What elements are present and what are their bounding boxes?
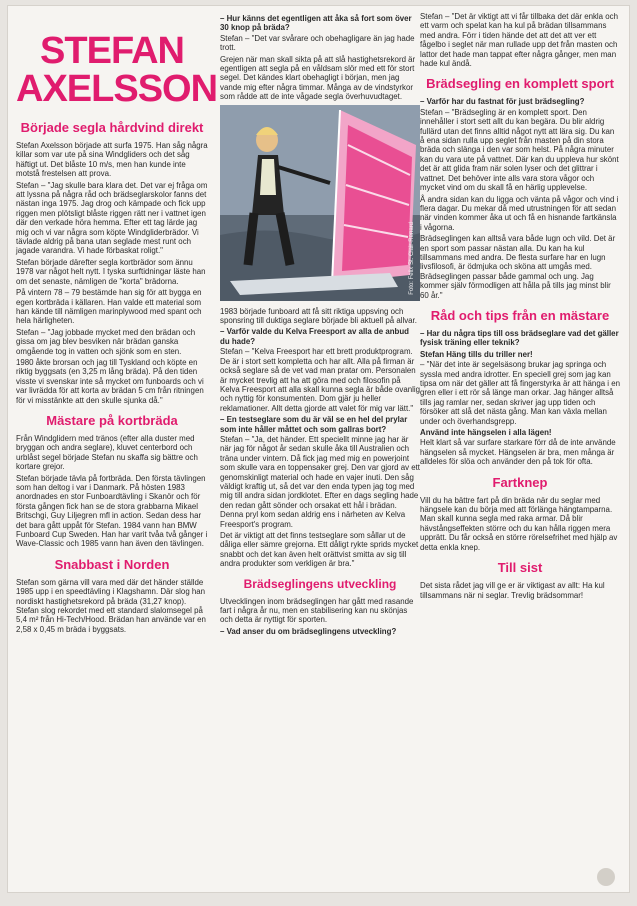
heading-komplett-sport: Brädsegling en komplett sport [426, 76, 614, 92]
paragraph: – "När det inte är segelsäsong brukar jag springa och syssla med andra idrotter. En speciell grej som jag kan tipsa om när det gäller att få fingerstyrka är att hänga i en gren eller i ett rör så länge man orkar. Jag hänger alltså tills jag ramlar ner, sedan skriver jag upp tiden och försöker att slå det nästa gång. Man kan växla mellan under och överhandsgrepp. [420, 360, 621, 426]
paragraph: Vill du ha bättre fart på din bräda när du seglar med hängsele kan du börja med att förlänga hängtamparna. Man skall kunna segla med raka armar. Då blir hävstångseffekten större och du kan hålla riggen mera upprätt. Du får också en större rörelsefrihet med hjälp av detta enkla knep. [420, 495, 618, 552]
paragraph: Stefan började därefter segla kortbrädor som ännu 1978 var något helt nytt. I tyska surftidningar läste han om det senaste, nämligen de "korta" brädorna. [16, 257, 206, 286]
paper-wear-mark [597, 868, 615, 886]
heading-borjade-segla: Började segla hårdvind direkt [20, 120, 204, 135]
column-2 [220, 12, 420, 637]
column-3 [420, 12, 620, 602]
heading-utveckling: Brädseglingens utveckling [243, 576, 397, 591]
title-first-name: STEFAN [40, 30, 184, 72]
paragraph: Stefan började tävla på fortbräda. Den första tävlingen som han deltog i var i Danmark. På hösten 1983 anordnades en stor Funboardtävling i Skanör och för första gången fick han se de stora grabbarna Mikael Britschgi, Guy Liljegren mfl in action. Sedan dess har det bara gått uppåt för Stefan. 1984 vann han BMW Funboard Cup Sweden. Han har varit tvåa två gånger i Wave-Classic och 1985 vann han även den tävlingen. [16, 473, 208, 549]
paragraph: Stefan Axelsson började att surfa 1975. Han såg några killar som var ute på sina Windgliders och det såg häftigt ut. Det blåste 10 m/s, men han kunde inte motstå frestelsen att prova. [16, 141, 208, 179]
lead-sentence: Använd inte hängselen i alla lägen! [420, 428, 552, 438]
paragraph: Stefan – "Det var svårare och obehagligare än jag hade trott. [220, 33, 415, 53]
windsurfer-illustration [220, 105, 420, 301]
paragraph: Det är viktigt att det finns testseglare som sållar ut de dåliga eller sämre grejorna. Ett dåligt rykte sprids mycket snabbt och det kan även helt orättvist smitta av sig till andra produkter som verkligen är bra." [220, 531, 419, 569]
heading-mastare: Mästare på kortbräda [46, 412, 178, 428]
paragraph: 1980 åkte brorsan och jag till Tyskland och köpte en riktig byggsats (en 3,25 m lång bräda). På den tiden visste vi svenskar inte så mycket om funboards och vi var livrädda för att korta av brädan 5 cm från ritningen för vi misstänkte att den skulle sjunka då." [16, 357, 204, 405]
paragraph: Stefan som gärna vill vara med där det händer ställde 1985 upp i en speedtävling i Klagshamn. Där slog han nordiskt hastighetsrekord på bräda (31,27 knop). Stefan slog rekordet med ett standard slalomsegel på 5,4 m² från Hi-Tech/Hood. Brädan han använde var en 2,58 x 0,45 m bräda i byggsats. [16, 577, 206, 634]
question: – Varför har du fastnat för just brädsegling? [420, 97, 585, 107]
paragraph: Grejen när man skall sikta på att slå hastighetsrekord är egentligen att segla på en våldsam slör med ett för stort segel. Det kändes klart obehagligt i början, men jag vande mig efter några timmar. Många av de vindstyrkor som rådde att de inte vågade segla överhuvudtaget. [220, 54, 416, 102]
photo-caption: Foto: Felix St. Clair-Renard [408, 221, 415, 295]
paragraph: Å andra sidan kan du ligga och vänta på vågor och vind i flera dagar. Du mekar då med utrustningen för att sedan när vinden kommer åka ut och få en hisnande fartkänsla i vågorna. [420, 194, 619, 232]
column-1 [16, 12, 218, 636]
windsurfer-photo [220, 105, 420, 301]
question: – En testseglare som du är väl se en hel del prylar som inte håller måttet och som gallras bort? [220, 415, 408, 434]
paragraph: Stefan – "Det är viktigt att vi får tillbaka det där enkla och ett varm och spelat kan ha kul på brädan tillsammans med andra. Förr i tiden hände det att det att ver ett fågelbo i seglet när man rullade upp det från masten och lattor det hade man tappat efter några gånger, men man hade kul ändå. [420, 12, 618, 69]
paragraph: Utvecklingen inom brädseglingen har gått med rasande fart i några år nu, men en stabilisering kan nu skönjas och detta är nyttigt för sporten. [220, 596, 414, 625]
title-last-name: AXELSSON [16, 68, 218, 110]
paragraph: Helt klart så var surfare starkare förr då de inte använde hängselen så mycket. Hängselen är bra, men många är alldeles för slöa och använder den på tok för ofta. [420, 438, 616, 467]
heading-snabbast: Snabbast i Norden [54, 556, 170, 572]
paragraph: Brädseglingen kan alltså vara både lugn och vild. Det är en sport som passar nästan alla. Du kan ha kul tillsammans med andra. De flesta surfare har en lugn livsfilosofi, är ödmjuka och sköna att umgås med. Brädseglingen passar både gammal och ung. Jag kommer själv förmodligen att hålla på tills jag minst blir 60 år." [420, 234, 616, 300]
paragraph: Från Windglidern med tränos (efter alla duster med bryggan och andra seglare), kluvet centerbord och urblåst segel började Stefan nu skaffa sig bättre och kortare grejor. [16, 433, 198, 472]
heading-fartknep: Fartknep [492, 474, 548, 490]
heading-rad-och-tips: Råd och tips från en mästare [430, 307, 610, 323]
paragraph: 1983 började funboard att få sitt riktiga uppsving och sponsring till duktiga seglare började bli aktuell på allvar. [220, 306, 417, 326]
paragraph: Stefan – "Jag jobbade mycket med den brädan och gissa om jag blev besviken när brädan ganska omgående tog in vatten och sjönk som en sten. [16, 327, 196, 356]
heading-till-sist: Till sist [497, 560, 543, 576]
question: – Hur känns det egentligen att åka så fort som över 30 knop på bräda? [220, 14, 412, 33]
paragraph: Stefan – "Jag skulle bara klara det. Det var ej fråga om att lyssna på några råd och brädseglarskolor fanns det nästan inga 1975. Jag drog och kämpade och fick upp riggen men plötsligt blåste riggen rätt ner i vattnet igen där den verkade höra hemma. Efter ett tag lärde jag mig och vi var några som köpte Windgliderbrädor. Vi tävlade aldrig på bana utan seglade mest runt och jagade varandra. Vi hade förbaskat roligt." [16, 180, 208, 256]
lead-sentence: Stefan Häng tills du triller ner! [420, 349, 533, 359]
paragraph: Stefan – "Ja, det händer. Ett speciellt minne jag har är när jag för något år sedan skulle åka till Australien och träna under vintern. Då fick jag med mig en powerjoint som skulle vara en toppensaker grej. Den var gjord av ett genomskinligt material och hade en vajer inuti. Den såg väldigt kraftig ut, så det var den enda typen jag tog med mig till andra sidan jordklotet. Efter en dags segling hade den redan gått sönder och orsakat ett hål i brädan. Denna pryl kom sedan aldrig ens i närheten av Kelva Freesport's program. [220, 434, 420, 529]
paragraph: På vintern 78 – 79 bestämde han sig för att bygga en egen kortbräda i källaren. Han valde ett material som han kände till nämligen marinplywood med spant och hela härligheten. [16, 288, 202, 326]
page-title [16, 30, 218, 110]
paragraph: Stefan – "Brädsegling är en komplett sport. Den innehåller i stort sett allt du kan begära. Du blir aldrig fullärd utan det finns alltid något nytt att lära sig. Du kan å ena sidan rulla upp seglet från masten på din stora bräda och slänga i den var som helst. På några minuter kan du vara ute på vattnet. Där kan du uppleva hur skönt det är att glida fram när solen lyser och det glittrar i vattnet. Det behöver inte alls vara stora vågor och mycket vind om du skall få en härlig upplevelse. [420, 107, 619, 193]
question: – Har du några tips till oss brädseglare vad det gäller fysisk träning eller teknik? [420, 328, 619, 348]
question: – Varför valde du Kelva Freesport av alla de anbud du hade? [220, 327, 410, 346]
question: – Vad anser du om brädseglingens utveckling? [220, 626, 397, 636]
paragraph: Det sista rådet jag vill ge er är viktigast av allt: Ha kul tillsammans när ni seglar. Trevlig brädsommar! [420, 581, 605, 600]
magazine-page [8, 6, 629, 892]
paragraph: Stefan – "Kelva Freesport har ett brett produktprogram. De är i stort sett kompletta och har allt. Alla på firman är också seglare så de vet vad man pratar om. Personalen är mycket trevlig att ha att göra med och filosofin på Kelva Freesport att alla skall kunna segla är både ovanlig och nyttig för konsumenten. Dom gjär ju heller reklamationer. Allt detta gjorde att valet för mig var lätt." [220, 347, 421, 413]
